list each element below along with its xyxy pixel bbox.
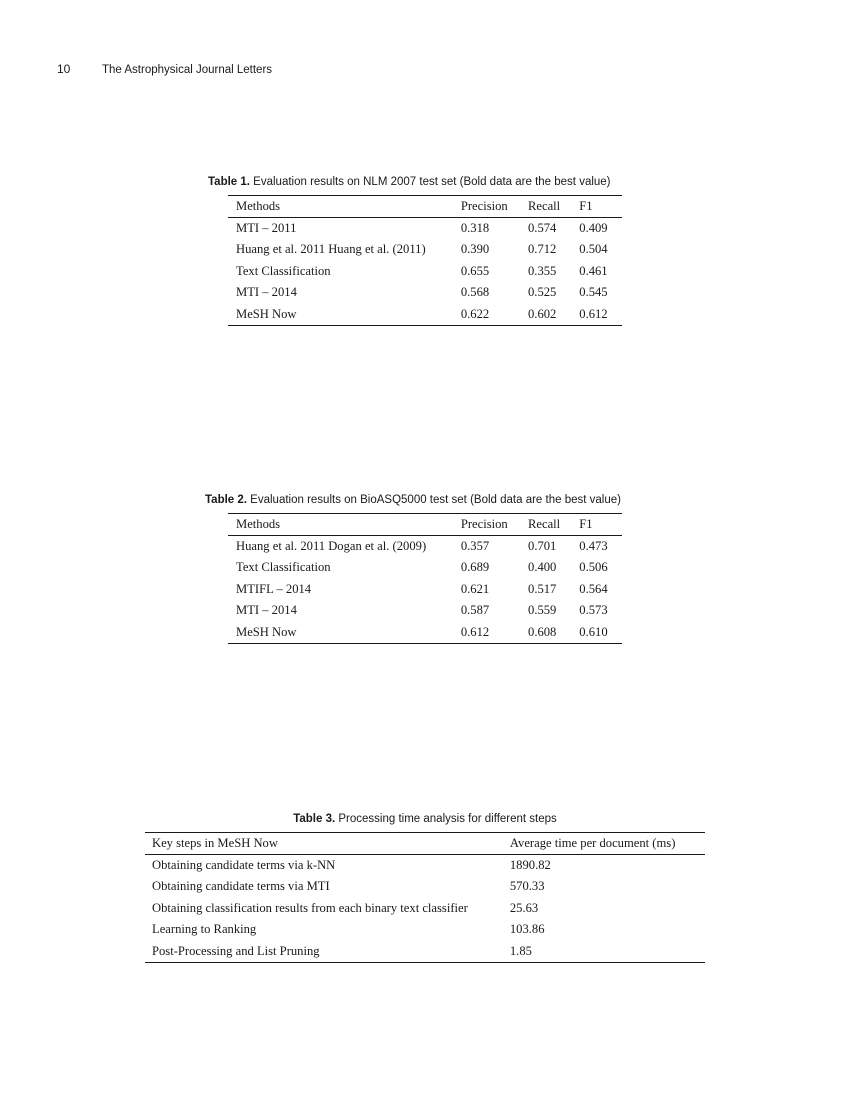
column-header-methods: Methods — [236, 198, 281, 213]
column-header-f1: F1 — [579, 198, 593, 213]
cell-time: 1890.82 — [509, 857, 551, 872]
table-row — [145, 898, 705, 920]
table-2-body — [228, 535, 622, 644]
table-3-caption-text: Processing time analysis for different steps — [338, 813, 557, 825]
table-row — [228, 261, 622, 283]
table-1-body — [228, 217, 622, 326]
column-header-average-time: Average time per document (ms) — [509, 835, 676, 850]
cell-recall: 0.517 — [528, 581, 557, 596]
table-2-caption — [205, 494, 621, 508]
cell-f1: 0.564 — [579, 581, 608, 596]
column-header-recall: Recall — [528, 198, 561, 213]
cell-step: Obtaining candidate terms via MTI — [152, 879, 330, 894]
cell-method: MeSH Now — [236, 624, 297, 639]
column-header-precision: Precision — [460, 198, 508, 213]
table-row — [228, 579, 622, 601]
table-header-row — [228, 195, 622, 217]
cell-recall: 0.602 — [528, 306, 557, 321]
table-3 — [145, 832, 705, 964]
cell-precision: 0.621 — [460, 581, 490, 596]
table-row — [145, 854, 705, 876]
column-header-recall: Recall — [528, 516, 561, 531]
cell-recall: 0.355 — [528, 263, 557, 278]
cell-step: Learning to Ranking — [152, 922, 257, 937]
column-header-precision: Precision — [460, 516, 508, 531]
table-row — [145, 919, 705, 941]
table-header-row — [228, 513, 622, 535]
table-2 — [228, 513, 622, 645]
cell-method: Huang et al. 2011 Dogan et al. (2009) — [236, 538, 427, 553]
cell-f1: 0.461 — [579, 263, 608, 278]
cell-f1: 0.612 — [579, 306, 608, 321]
cell-step: Obtaining candidate terms via k-NN — [152, 857, 336, 872]
cell-f1: 0.573 — [579, 603, 608, 618]
table-2-head — [228, 513, 622, 535]
cell-f1: 0.545 — [579, 285, 608, 300]
table-header-row — [145, 832, 705, 854]
cell-step: Post-Processing and List Pruning — [152, 943, 320, 958]
table-1-head — [228, 195, 622, 217]
cell-precision: 0.390 — [460, 242, 490, 257]
column-header-key-steps: Key steps in MeSH Now — [152, 835, 278, 850]
cell-method: Text Classification — [236, 560, 331, 575]
cell-time: 1.85 — [509, 943, 532, 958]
table-1-caption-label: Table 1. — [208, 176, 250, 188]
page-number: 10 — [57, 62, 71, 76]
cell-precision: 0.568 — [460, 285, 490, 300]
cell-f1: 0.504 — [579, 242, 608, 257]
cell-precision: 0.689 — [460, 560, 490, 575]
cell-method: MTI – 2014 — [236, 285, 297, 300]
cell-precision: 0.318 — [460, 220, 490, 235]
table-row — [228, 622, 622, 644]
journal-title: The Astrophysical Journal Letters — [102, 64, 273, 76]
cell-method: MTIFL – 2014 — [236, 581, 312, 596]
table-row — [228, 557, 622, 579]
table-row — [228, 239, 622, 261]
cell-recall: 0.525 — [528, 285, 557, 300]
column-header-methods: Methods — [236, 516, 281, 531]
cell-precision: 0.357 — [460, 538, 490, 553]
page-running-header — [57, 62, 272, 76]
table-row — [145, 876, 705, 898]
table-2-caption-text: Evaluation results on BioASQ5000 test set (Bold data are the best value) — [250, 494, 621, 506]
table-2-caption-label: Table 2. — [205, 494, 247, 506]
table-2-block — [205, 494, 622, 644]
cell-method: MTI – 2014 — [236, 603, 297, 618]
table-1-caption — [208, 176, 611, 190]
cell-method: Text Classification — [236, 263, 331, 278]
cell-precision: 0.622 — [460, 306, 490, 321]
table-row — [228, 535, 622, 557]
cell-method: Huang et al. 2011 Huang et al. (2011) — [236, 242, 426, 257]
cell-f1: 0.506 — [579, 560, 608, 575]
cell-time: 103.86 — [509, 922, 545, 937]
table-row — [228, 600, 622, 622]
cell-method: MeSH Now — [236, 306, 297, 321]
table-1-block — [208, 176, 622, 326]
table-3-body — [145, 854, 705, 963]
column-header-f1: F1 — [579, 516, 593, 531]
table-3-head — [145, 832, 705, 854]
table-row — [228, 304, 622, 326]
cell-recall: 0.574 — [528, 220, 557, 235]
cell-precision: 0.655 — [460, 263, 490, 278]
cell-precision: 0.587 — [460, 603, 490, 618]
cell-recall: 0.712 — [528, 242, 557, 257]
cell-f1: 0.473 — [579, 538, 608, 553]
cell-recall: 0.400 — [528, 560, 557, 575]
cell-time: 570.33 — [509, 879, 545, 894]
cell-step: Obtaining classification results from each binary text classifier — [152, 900, 468, 915]
cell-precision: 0.612 — [460, 624, 490, 639]
table-3-caption — [145, 813, 705, 827]
cell-f1: 0.610 — [579, 624, 608, 639]
cell-recall: 0.701 — [528, 538, 557, 553]
cell-f1: 0.409 — [579, 220, 608, 235]
table-row — [228, 282, 622, 304]
table-row — [228, 217, 622, 239]
cell-recall: 0.559 — [528, 603, 557, 618]
table-row — [145, 941, 705, 963]
cell-recall: 0.608 — [528, 624, 557, 639]
table-1-caption-text: Evaluation results on NLM 2007 test set (Bold data are the best value) — [253, 176, 611, 188]
cell-time: 25.63 — [509, 900, 539, 915]
table-3-block — [145, 813, 705, 963]
table-1 — [228, 195, 622, 327]
table-3-caption-label: Table 3. — [293, 813, 336, 825]
cell-method: MTI – 2011 — [236, 220, 297, 235]
